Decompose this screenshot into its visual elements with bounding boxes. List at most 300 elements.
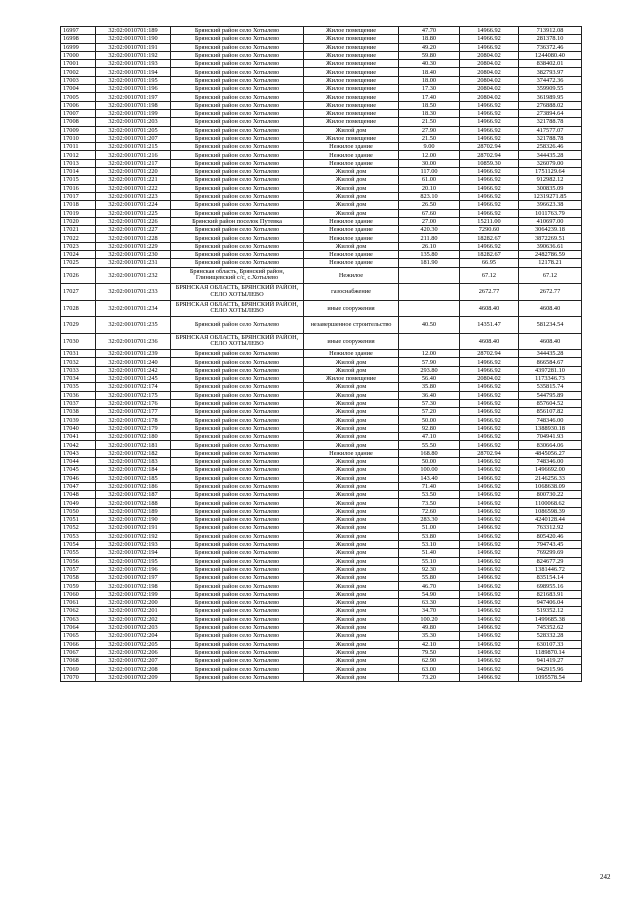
table-row: [61, 192, 582, 200]
cell-row-number: 17054: [61, 540, 96, 548]
cell-object-type: Жилой дом: [304, 424, 399, 432]
cell-cadastral-value: 856107.82: [519, 408, 582, 416]
table-row: [61, 466, 582, 474]
cell-area: 67.60: [399, 209, 460, 217]
cell-cadastral-number: 32:02:0010701:233: [96, 284, 171, 301]
table-row: [61, 574, 582, 582]
cell-row-number: 16997: [61, 27, 96, 35]
cell-area: [399, 300, 460, 317]
cell-address: Брянский район село Хотылево: [171, 466, 304, 474]
cell-object-type: Жилой дом: [304, 358, 399, 366]
cell-cost-per-sqm: 20804.02: [460, 85, 519, 93]
cell-cadastral-value: 1388930.18: [519, 424, 582, 432]
cell-row-number: 17033: [61, 366, 96, 374]
cell-cadastral-number: 32:02:0010702:185: [96, 474, 171, 482]
cell-cost-per-sqm: 14966.92: [460, 433, 519, 441]
cell-area: 100.00: [399, 466, 460, 474]
table-row: [61, 184, 582, 192]
cell-row-number: 17060: [61, 590, 96, 598]
cell-address: Брянский район село Хотылево: [171, 433, 304, 441]
cell-cadastral-number: 32:02:0010701:223: [96, 192, 171, 200]
cell-cadastral-number: 32:02:0010701:221: [96, 176, 171, 184]
cell-cadastral-number: 32:02:0010701:191: [96, 43, 171, 51]
cell-row-number: 17027: [61, 284, 96, 301]
cell-cost-per-sqm: 14966.92: [460, 201, 519, 209]
cell-cost-per-sqm: 14966.92: [460, 557, 519, 565]
cell-address: Брянский район село Хотылево: [171, 126, 304, 134]
cell-cadastral-number: 32:02:0010701:215: [96, 143, 171, 151]
cell-row-number: 17053: [61, 532, 96, 540]
cell-cadastral-value: 321788.78: [519, 118, 582, 126]
cell-area: 283.30: [399, 516, 460, 524]
cell-object-type: Жилой дом: [304, 632, 399, 640]
cell-address: Брянский район село Хотылево: [171, 507, 304, 515]
cell-cadastral-number: 32:02:0010701:217: [96, 159, 171, 167]
cell-cadastral-value: 1381446.72: [519, 565, 582, 573]
cell-cadastral-value: 805420.46: [519, 532, 582, 540]
cell-cost-per-sqm: 14966.92: [460, 366, 519, 374]
cell-cost-per-sqm: 14966.92: [460, 168, 519, 176]
cell-address: Брянский район село Хотылево: [171, 159, 304, 167]
cell-address: Брянский район село Хотылево: [171, 482, 304, 490]
table-row: [61, 457, 582, 465]
cell-area: 51.40: [399, 549, 460, 557]
table-row: [61, 590, 582, 598]
cell-object-type: Жилой дом: [304, 242, 399, 250]
cell-address: Брянский район село Хотылево: [171, 366, 304, 374]
cell-area: 92.80: [399, 424, 460, 432]
table-row: [61, 358, 582, 366]
cell-cost-per-sqm: 14966.92: [460, 118, 519, 126]
table-row: [61, 582, 582, 590]
table-row: [61, 27, 582, 35]
cell-cadastral-number: 32:02:0010702:194: [96, 549, 171, 557]
cell-address: Брянский район село Хотылево: [171, 184, 304, 192]
cell-area: 17.40: [399, 93, 460, 101]
cell-area: 18.40: [399, 68, 460, 76]
cell-object-type: Жилой дом: [304, 623, 399, 631]
cell-row-number: 17032: [61, 358, 96, 366]
cell-area: 57.30: [399, 399, 460, 407]
cell-row-number: 17002: [61, 68, 96, 76]
cell-cadastral-value: 382793.97: [519, 68, 582, 76]
cell-cadastral-number: 32:02:0010701:193: [96, 60, 171, 68]
cell-area: 12.00: [399, 350, 460, 358]
cell-row-number: 17068: [61, 657, 96, 665]
cell-address: БРЯНСКАЯ ОБЛАСТЬ, БРЯНСКИЙ РАЙОН, СЕЛО ХОТЫЛЕВО: [171, 333, 304, 350]
cell-cadastral-number: 32:02:0010702:201: [96, 607, 171, 615]
cell-cadastral-value: 3872269.51: [519, 234, 582, 242]
cell-object-type: Жилой дом: [304, 673, 399, 681]
cell-object-type: Жилой дом: [304, 126, 399, 134]
cell-cadastral-number: 32:02:0010702:200: [96, 599, 171, 607]
cell-object-type: Жилой дом: [304, 399, 399, 407]
cell-cadastral-value: 2146256.33: [519, 474, 582, 482]
cell-cadastral-value: 1499685.38: [519, 615, 582, 623]
cell-cadastral-number: 32:02:0010701:203: [96, 118, 171, 126]
cell-row-number: 17003: [61, 76, 96, 84]
table-row: [61, 168, 582, 176]
cell-cadastral-number: 32:02:0010701:231: [96, 259, 171, 267]
cell-cost-per-sqm: 14966.92: [460, 648, 519, 656]
cell-cadastral-value: 276888.02: [519, 101, 582, 109]
table-row: [61, 599, 582, 607]
cell-area: 18.80: [399, 35, 460, 43]
table-row: [61, 408, 582, 416]
cell-cadastral-number: 32:02:0010702:175: [96, 391, 171, 399]
cell-object-type: Жилой дом: [304, 441, 399, 449]
cell-area: 50.00: [399, 457, 460, 465]
cell-address: Брянский район село Хотылево: [171, 416, 304, 424]
cell-cadastral-value: 1086598.39: [519, 507, 582, 515]
cell-cadastral-value: 67.12: [519, 267, 582, 284]
cell-cadastral-value: 273894.64: [519, 109, 582, 117]
cell-object-type: Жилой дом: [304, 474, 399, 482]
cell-cadastral-value: 535815.74: [519, 383, 582, 391]
cell-cost-per-sqm: 14966.92: [460, 134, 519, 142]
cell-cadastral-number: 32:02:0010702:182: [96, 449, 171, 457]
cell-area: 49.80: [399, 623, 460, 631]
cell-cadastral-value: 4845056.27: [519, 449, 582, 457]
cell-object-type: Жилой дом: [304, 599, 399, 607]
table-row: [61, 60, 582, 68]
cell-cadastral-number: 32:02:0010702:180: [96, 433, 171, 441]
cell-cost-per-sqm: 14966.92: [460, 607, 519, 615]
cell-cadastral-number: 32:02:0010701:229: [96, 242, 171, 250]
cell-row-number: 17059: [61, 582, 96, 590]
cell-row-number: 17011: [61, 143, 96, 151]
cell-area: 35.30: [399, 632, 460, 640]
cell-cadastral-value: 359909.55: [519, 85, 582, 93]
cell-cost-per-sqm: 20804.02: [460, 76, 519, 84]
table-row: [61, 284, 582, 301]
cell-address: Брянский район село Хотылево: [171, 109, 304, 117]
cell-row-number: 17047: [61, 482, 96, 490]
cell-area: [399, 284, 460, 301]
cell-cadastral-value: 748346.00: [519, 457, 582, 465]
cell-cadastral-number: 32:02:0010701:199: [96, 109, 171, 117]
cell-area: 26.50: [399, 201, 460, 209]
table-row: [61, 615, 582, 623]
cell-cadastral-number: 32:02:0010702:187: [96, 491, 171, 499]
cell-cadastral-value: 763312.92: [519, 524, 582, 532]
cell-cost-per-sqm: 10859.30: [460, 159, 519, 167]
cell-area: 40.30: [399, 60, 460, 68]
cell-object-type: Жилой дом: [304, 648, 399, 656]
table-row: [61, 665, 582, 673]
cell-cadastral-value: 4608.40: [519, 333, 582, 350]
table-row: [61, 366, 582, 374]
cell-cost-per-sqm: 28702.94: [460, 449, 519, 457]
cell-row-number: 17006: [61, 101, 96, 109]
cell-object-type: Жилой дом: [304, 433, 399, 441]
cell-area: 47.10: [399, 433, 460, 441]
cell-cadastral-value: 410697.00: [519, 217, 582, 225]
cell-cadastral-number: 32:02:0010701:216: [96, 151, 171, 159]
cell-address: БРЯНСКАЯ ОБЛАСТЬ, БРЯНСКИЙ РАЙОН, СЕЛО ХОТЫЛЕВО: [171, 284, 304, 301]
cell-cadastral-value: 912982.12: [519, 176, 582, 184]
cell-cost-per-sqm: 20804.02: [460, 60, 519, 68]
cell-row-number: 17030: [61, 333, 96, 350]
cell-address: Брянский район село Хотылево: [171, 540, 304, 548]
table-row: [61, 507, 582, 515]
cell-row-number: 17067: [61, 648, 96, 656]
cell-cost-per-sqm: 7290.60: [460, 226, 519, 234]
cell-cadastral-value: 713912.08: [519, 27, 582, 35]
cell-area: 420.30: [399, 226, 460, 234]
cell-cadastral-number: 32:02:0010701:222: [96, 184, 171, 192]
cell-address: Брянский район село Хотылево: [171, 168, 304, 176]
cell-row-number: 17038: [61, 408, 96, 416]
cell-cadastral-value: 1244080.40: [519, 51, 582, 59]
cell-cost-per-sqm: 14966.92: [460, 101, 519, 109]
cell-address: Брянский район село Хотылево: [171, 657, 304, 665]
cell-object-type: Жилой дом: [304, 408, 399, 416]
cell-cadastral-number: 32:02:0010702:190: [96, 516, 171, 524]
cell-object-type: Жилое помещение: [304, 101, 399, 109]
cell-area: 55.80: [399, 574, 460, 582]
cell-address: Брянский район село Хотылево: [171, 648, 304, 656]
cell-row-number: 17007: [61, 109, 96, 117]
cell-cadastral-value: 390636.61: [519, 242, 582, 250]
cell-cadastral-value: 1100068.62: [519, 499, 582, 507]
cell-cadastral-number: 32:02:0010701:194: [96, 68, 171, 76]
cell-area: 17.30: [399, 85, 460, 93]
cell-row-number: 17010: [61, 134, 96, 142]
table-row: [61, 449, 582, 457]
cell-cadastral-value: 800730.22: [519, 491, 582, 499]
cell-cadastral-number: 32:02:0010701:189: [96, 27, 171, 35]
cell-area: 55.50: [399, 441, 460, 449]
cell-cost-per-sqm: 14966.92: [460, 209, 519, 217]
cell-cadastral-number: 32:02:0010701:198: [96, 101, 171, 109]
cell-object-type: Жилой дом: [304, 565, 399, 573]
cell-cost-per-sqm: 14966.92: [460, 27, 519, 35]
cell-object-type: Нежилое здание: [304, 251, 399, 259]
cell-address: Брянский район село Хотылево: [171, 457, 304, 465]
cell-cost-per-sqm: 14966.92: [460, 673, 519, 681]
cell-cost-per-sqm: 18282.67: [460, 251, 519, 259]
cell-row-number: 16998: [61, 35, 96, 43]
cell-cost-per-sqm: 28702.94: [460, 350, 519, 358]
cell-cost-per-sqm: 14966.92: [460, 242, 519, 250]
cell-object-type: Жилой дом: [304, 457, 399, 465]
table-row: [61, 673, 582, 681]
table-row: [61, 557, 582, 565]
cell-cadastral-number: 32:02:0010702:207: [96, 657, 171, 665]
cell-address: Брянский район село Хотылево: [171, 615, 304, 623]
cell-row-number: 17004: [61, 85, 96, 93]
cell-area: 42.10: [399, 640, 460, 648]
cell-cadastral-value: 344435.28: [519, 151, 582, 159]
cell-address: Брянский район село Хотылево: [171, 383, 304, 391]
cell-cadastral-value: 12319271.85: [519, 192, 582, 200]
cell-cost-per-sqm: 14966.92: [460, 416, 519, 424]
table-row: [61, 109, 582, 117]
cell-cost-per-sqm: 14966.92: [460, 391, 519, 399]
cell-cadastral-value: 830664.06: [519, 441, 582, 449]
cell-address: Брянский район село Хотылево: [171, 516, 304, 524]
cell-address: Брянский район село Хотылево: [171, 85, 304, 93]
cell-object-type: Жилой дом: [304, 590, 399, 598]
cell-address: Брянский район село Хотылево: [171, 201, 304, 209]
cell-row-number: 17061: [61, 599, 96, 607]
table-row: [61, 416, 582, 424]
table-row: [61, 441, 582, 449]
cell-address: Брянский район село Хотылево: [171, 93, 304, 101]
cell-area: 61.00: [399, 176, 460, 184]
cell-row-number: 17070: [61, 673, 96, 681]
cell-area: [399, 267, 460, 284]
cell-cadastral-value: 824677.29: [519, 557, 582, 565]
cell-area: 34.70: [399, 607, 460, 615]
cell-address: Брянский район село Хотылево: [171, 524, 304, 532]
cell-address: Брянский район село Хотылево: [171, 358, 304, 366]
cell-cost-per-sqm: 14966.92: [460, 540, 519, 548]
cell-cost-per-sqm: 14966.92: [460, 358, 519, 366]
cell-address: Брянский район село Хотылево: [171, 134, 304, 142]
cell-cadastral-number: 32:02:0010702:205: [96, 640, 171, 648]
cell-cost-per-sqm: 20804.02: [460, 51, 519, 59]
cell-row-number: 17050: [61, 507, 96, 515]
cell-row-number: 17029: [61, 317, 96, 334]
cell-cost-per-sqm: 14966.92: [460, 549, 519, 557]
cell-area: 50.00: [399, 416, 460, 424]
cell-cost-per-sqm: 14966.92: [460, 640, 519, 648]
cell-object-type: Нежилое здание: [304, 226, 399, 234]
table-row: [61, 632, 582, 640]
table-row: [61, 267, 582, 284]
cell-row-number: 17066: [61, 640, 96, 648]
cell-cadastral-value: 2482786.59: [519, 251, 582, 259]
table-row: [61, 549, 582, 557]
cell-cost-per-sqm: 20804.02: [460, 68, 519, 76]
cell-cost-per-sqm: 14966.92: [460, 441, 519, 449]
cell-cadastral-value: 528332.28: [519, 632, 582, 640]
table-row: [61, 217, 582, 225]
table-row: [61, 657, 582, 665]
cell-area: 54.90: [399, 590, 460, 598]
cell-cadastral-value: 1011763.79: [519, 209, 582, 217]
page-number: 242: [600, 873, 611, 881]
cell-cost-per-sqm: 67.12: [460, 267, 519, 284]
cell-cadastral-value: 745352.62: [519, 623, 582, 631]
cell-cost-per-sqm: 14966.92: [460, 383, 519, 391]
cell-area: 35.80: [399, 383, 460, 391]
cell-cadastral-number: 32:02:0010701:245: [96, 375, 171, 383]
cell-cost-per-sqm: 20804.02: [460, 375, 519, 383]
cell-row-number: 17056: [61, 557, 96, 565]
cell-object-type: Жилой дом: [304, 507, 399, 515]
table-row: [61, 93, 582, 101]
cell-cost-per-sqm: 14966.92: [460, 499, 519, 507]
cell-address: Брянский район село Хотылево: [171, 234, 304, 242]
cell-address: Брянский район село Хотылево: [171, 491, 304, 499]
cell-row-number: 17039: [61, 416, 96, 424]
cell-object-type: Жилой дом: [304, 615, 399, 623]
cell-address: Брянский район село Хотылево: [171, 118, 304, 126]
table-row: [61, 317, 582, 334]
cell-row-number: 17024: [61, 251, 96, 259]
cell-object-type: Жилое помещение: [304, 118, 399, 126]
cell-cadastral-value: 12178.21: [519, 259, 582, 267]
cell-address: Брянский район село Хотылево: [171, 665, 304, 673]
cell-cadastral-number: 32:02:0010702:181: [96, 441, 171, 449]
cell-cadastral-value: 1095578.54: [519, 673, 582, 681]
cell-cadastral-number: 32:02:0010701:226: [96, 217, 171, 225]
cell-object-type: Жилое помещение: [304, 85, 399, 93]
table-row: [61, 68, 582, 76]
cell-cadastral-value: 300835.09: [519, 184, 582, 192]
cell-object-type: Жилой дом: [304, 201, 399, 209]
cell-cadastral-number: 32:02:0010702:196: [96, 565, 171, 573]
cell-cost-per-sqm: 14966.92: [460, 491, 519, 499]
cell-row-number: 17025: [61, 259, 96, 267]
cell-cost-per-sqm: 14966.92: [460, 615, 519, 623]
cell-area: 21.50: [399, 134, 460, 142]
cell-cadastral-number: 32:02:0010701:224: [96, 201, 171, 209]
cell-area: 71.40: [399, 482, 460, 490]
cell-cadastral-value: 258326.46: [519, 143, 582, 151]
cell-object-type: Жилой дом: [304, 466, 399, 474]
cell-cadastral-value: 2672.77: [519, 284, 582, 301]
cell-cadastral-number: 32:02:0010702:193: [96, 540, 171, 548]
cell-object-type: Нежилое здание: [304, 449, 399, 457]
cell-cost-per-sqm: 14966.92: [460, 126, 519, 134]
cell-object-type: иные сооружения: [304, 333, 399, 350]
cell-row-number: 17026: [61, 267, 96, 284]
table-row: [61, 101, 582, 109]
cell-cadastral-number: 32:02:0010702:203: [96, 623, 171, 631]
table-body: [61, 27, 582, 682]
cell-area: 51.00: [399, 524, 460, 532]
cell-cost-per-sqm: 14966.92: [460, 582, 519, 590]
cell-address: Брянский район село Хотылево: [171, 68, 304, 76]
table-row: [61, 565, 582, 573]
cell-cadastral-number: 32:02:0010702:197: [96, 574, 171, 582]
cell-cost-per-sqm: 14966.92: [460, 574, 519, 582]
cell-row-number: 17013: [61, 159, 96, 167]
table-row: [61, 159, 582, 167]
cell-row-number: 17020: [61, 217, 96, 225]
cell-address: Брянский район село Хотылево: [171, 259, 304, 267]
table-row: [61, 399, 582, 407]
cell-cadastral-value: 1068638.09: [519, 482, 582, 490]
cell-address: Брянский район поселок Путевка: [171, 217, 304, 225]
cell-object-type: Жилой дом: [304, 574, 399, 582]
cell-cost-per-sqm: 14966.92: [460, 632, 519, 640]
table-row: [61, 540, 582, 548]
cell-area: 18.00: [399, 76, 460, 84]
cell-object-type: Жилой дом: [304, 391, 399, 399]
cell-cadastral-value: 941419.27: [519, 657, 582, 665]
cell-address: Брянский район село Хотылево: [171, 449, 304, 457]
cell-row-number: 17036: [61, 391, 96, 399]
cell-cadastral-value: 417577.07: [519, 126, 582, 134]
cell-cost-per-sqm: 4608.40: [460, 300, 519, 317]
cell-cadastral-value: 374472.36: [519, 76, 582, 84]
cell-address: БРЯНСКАЯ ОБЛАСТЬ, БРЯНСКИЙ РАЙОН, СЕЛО ХОТЫЛЕВО: [171, 300, 304, 317]
cell-object-type: Жилое помещение: [304, 76, 399, 84]
cell-object-type: Жилой дом: [304, 532, 399, 540]
cell-area: 181.90: [399, 259, 460, 267]
cell-object-type: Нежилое здание: [304, 350, 399, 358]
cell-cost-per-sqm: 66.95: [460, 259, 519, 267]
cell-area: 72.60: [399, 507, 460, 515]
cell-address: Брянский район село Хотылево: [171, 375, 304, 383]
cell-cadastral-number: 32:02:0010702:184: [96, 466, 171, 474]
cell-area: 73.20: [399, 673, 460, 681]
